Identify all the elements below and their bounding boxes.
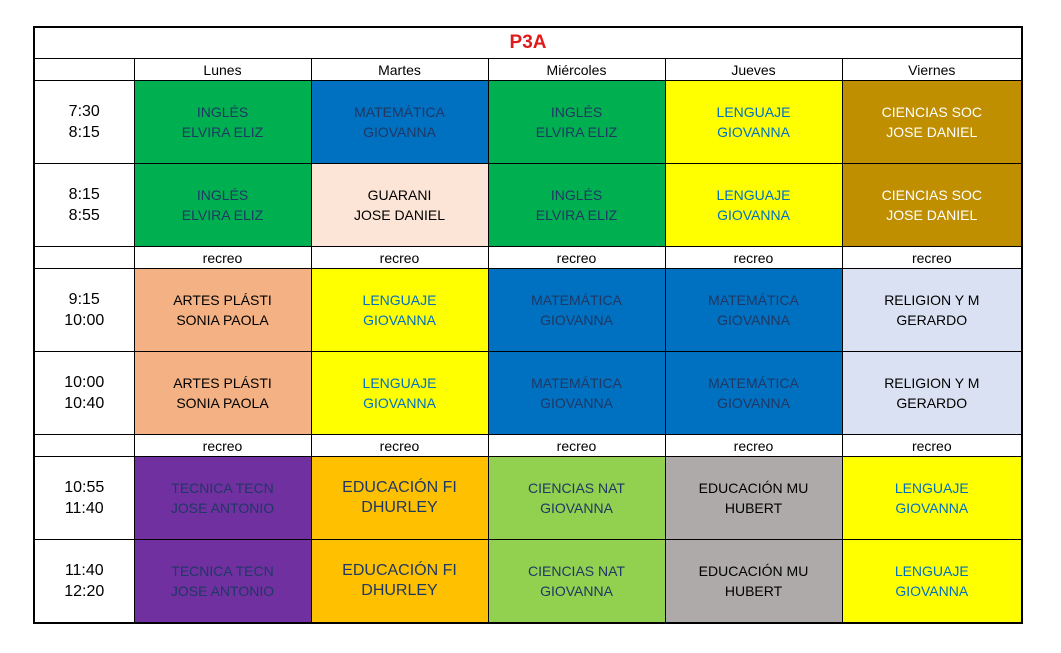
teacher-name: HUBERT	[724, 500, 783, 516]
time-slot-row	[34, 269, 1022, 352]
break-cell: recreo	[665, 247, 842, 269]
class-cell	[311, 81, 488, 164]
class-cell	[488, 352, 665, 435]
title-row	[34, 27, 1022, 59]
break-cell: recreo	[134, 435, 311, 457]
class-cell	[665, 540, 842, 624]
class-cell	[842, 352, 1022, 435]
time-cell	[34, 164, 134, 247]
subject-name: GUARANI	[367, 187, 432, 203]
slot-start-time: 9:15	[68, 291, 100, 308]
class-cell	[665, 81, 842, 164]
subject-name: LENGUAJE	[362, 375, 437, 391]
break-time-cell	[34, 435, 134, 457]
break-cell: recreo	[665, 435, 842, 457]
subject-name: TECNICA TECN	[171, 480, 274, 496]
subject-name: ARTES PLÁSTI	[173, 375, 272, 391]
class-cell	[134, 164, 311, 247]
subject-name: LENGUAJE	[894, 563, 969, 579]
day-header-martes: Martes	[311, 59, 488, 81]
teacher-name: GIOVANNA	[540, 312, 613, 328]
subject-name: MATEMÁTICA	[708, 375, 799, 391]
subject-name: EDUCACIÓN MU	[698, 563, 809, 579]
time-cell	[34, 269, 134, 352]
schedule-table	[33, 26, 1023, 624]
break-cell: recreo	[311, 247, 488, 269]
teacher-name: ELVIRA ELIZ	[181, 124, 264, 140]
slot-end-time: 8:55	[68, 207, 100, 224]
break-cell: recreo	[842, 435, 1022, 457]
teacher-name: ELVIRA ELIZ	[535, 207, 618, 223]
subject-name: EDUCACIÓN MU	[698, 480, 809, 496]
time-slot-row	[34, 81, 1022, 164]
teacher-name: JOSE ANTONIO	[170, 500, 275, 516]
teacher-name: GERARDO	[896, 395, 968, 411]
teacher-name: GIOVANNA	[363, 312, 436, 328]
subject-name: INGLÉS	[196, 104, 249, 120]
subject-name: TECNICA TECN	[171, 563, 274, 579]
teacher-name: SONIA PAOLA	[176, 395, 269, 411]
day-header-lunes: Lunes	[134, 59, 311, 81]
slot-end-time: 12:20	[64, 583, 105, 600]
teacher-name: GIOVANNA	[895, 500, 969, 516]
time-cell	[34, 352, 134, 435]
slot-start-time: 10:00	[64, 374, 105, 391]
corner-cell	[34, 59, 134, 81]
subject-name: MATEMÁTICA	[531, 292, 622, 308]
class-cell	[311, 457, 488, 540]
class-cell	[134, 269, 311, 352]
class-cell	[311, 540, 488, 624]
subject-name: LENGUAJE	[716, 187, 791, 203]
time-slot-row	[34, 540, 1022, 624]
teacher-name: HUBERT	[724, 583, 783, 599]
day-header-viernes: Viernes	[842, 59, 1022, 81]
class-cell	[134, 540, 311, 624]
subject-name: EDUCACIÓN FI	[342, 479, 457, 496]
class-cell	[488, 81, 665, 164]
slot-start-time: 7:30	[68, 103, 100, 120]
class-cell	[311, 352, 488, 435]
teacher-name: JOSE DANIEL	[886, 207, 978, 223]
teacher-name: ELVIRA ELIZ	[535, 124, 618, 140]
subject-name: RELIGION Y M	[884, 292, 980, 308]
schedule-title: P3A	[34, 27, 1022, 59]
slot-start-time: 8:15	[68, 186, 100, 203]
class-cell	[665, 164, 842, 247]
class-cell	[488, 540, 665, 624]
time-cell	[34, 540, 134, 624]
teacher-name: JOSE ANTONIO	[170, 583, 275, 599]
time-cell	[34, 457, 134, 540]
slot-end-time: 11:40	[64, 500, 104, 517]
teacher-name: JOSE DANIEL	[886, 124, 978, 140]
subject-name: CIENCIAS NAT	[528, 480, 625, 496]
class-cell	[842, 269, 1022, 352]
subject-name: CIENCIAS NAT	[528, 563, 625, 579]
class-cell	[665, 352, 842, 435]
teacher-name: GIOVANNA	[717, 312, 790, 328]
teacher-name: GERARDO	[896, 312, 968, 328]
subject-name: LENGUAJE	[894, 480, 969, 496]
break-time-cell	[34, 247, 134, 269]
class-cell	[311, 164, 488, 247]
teacher-name: ELVIRA ELIZ	[181, 207, 264, 223]
break-cell: recreo	[488, 435, 665, 457]
subject-name: INGLÉS	[550, 104, 603, 120]
teacher-name: GIOVANNA	[717, 395, 790, 411]
class-cell	[134, 352, 311, 435]
subject-name: EDUCACIÓN FI	[342, 562, 457, 579]
subject-name: LENGUAJE	[716, 104, 791, 120]
teacher-name: JOSE DANIEL	[353, 207, 446, 223]
slot-end-time: 8:15	[68, 124, 100, 141]
break-cell: recreo	[488, 247, 665, 269]
class-cell	[488, 164, 665, 247]
slot-start-time: 11:40	[64, 562, 104, 579]
teacher-name: GIOVANNA	[895, 583, 969, 599]
class-cell	[842, 540, 1022, 624]
subject-name: MATEMÁTICA	[531, 375, 622, 391]
time-slot-row	[34, 457, 1022, 540]
time-slot-row	[34, 164, 1022, 247]
teacher-name: GIOVANNA	[540, 395, 613, 411]
teacher-name: GIOVANNA	[363, 395, 436, 411]
subject-name: MATEMÁTICA	[354, 104, 445, 120]
subject-name: LENGUAJE	[362, 292, 437, 308]
slot-end-time: 10:00	[64, 312, 105, 329]
break-row	[34, 247, 1022, 269]
class-cell	[311, 269, 488, 352]
subject-name: CIENCIAS SOC	[881, 187, 982, 203]
subject-name: MATEMÁTICA	[708, 292, 799, 308]
teacher-name: GIOVANNA	[540, 583, 613, 599]
class-cell	[488, 457, 665, 540]
class-cell	[665, 269, 842, 352]
slot-start-time: 10:55	[64, 479, 105, 496]
subject-name: RELIGION Y M	[884, 375, 980, 391]
day-header-jueves: Jueves	[665, 59, 842, 81]
class-cell	[842, 81, 1022, 164]
class-cell	[488, 269, 665, 352]
teacher-name: SONIA PAOLA	[176, 312, 269, 328]
teacher-name: GIOVANNA	[540, 500, 613, 516]
time-slot-row	[34, 352, 1022, 435]
break-cell: recreo	[311, 435, 488, 457]
teacher-name: DHURLEY	[361, 582, 438, 599]
break-row	[34, 435, 1022, 457]
teacher-name: GIOVANNA	[363, 124, 436, 140]
break-cell: recreo	[842, 247, 1022, 269]
day-header-row	[34, 59, 1022, 81]
teacher-name: GIOVANNA	[717, 207, 790, 223]
subject-name: CIENCIAS SOC	[881, 104, 982, 120]
slot-end-time: 10:40	[64, 395, 105, 412]
class-cell	[842, 457, 1022, 540]
time-cell	[34, 81, 134, 164]
class-cell	[134, 81, 311, 164]
class-cell	[842, 164, 1022, 247]
break-cell: recreo	[134, 247, 311, 269]
teacher-name: DHURLEY	[361, 499, 438, 516]
day-header-miercoles: Miércoles	[488, 59, 665, 81]
subject-name: INGLÉS	[196, 187, 249, 203]
teacher-name: GIOVANNA	[717, 124, 790, 140]
subject-name: INGLÉS	[550, 187, 603, 203]
class-cell	[134, 457, 311, 540]
subject-name: ARTES PLÁSTI	[173, 292, 272, 308]
class-cell	[665, 457, 842, 540]
